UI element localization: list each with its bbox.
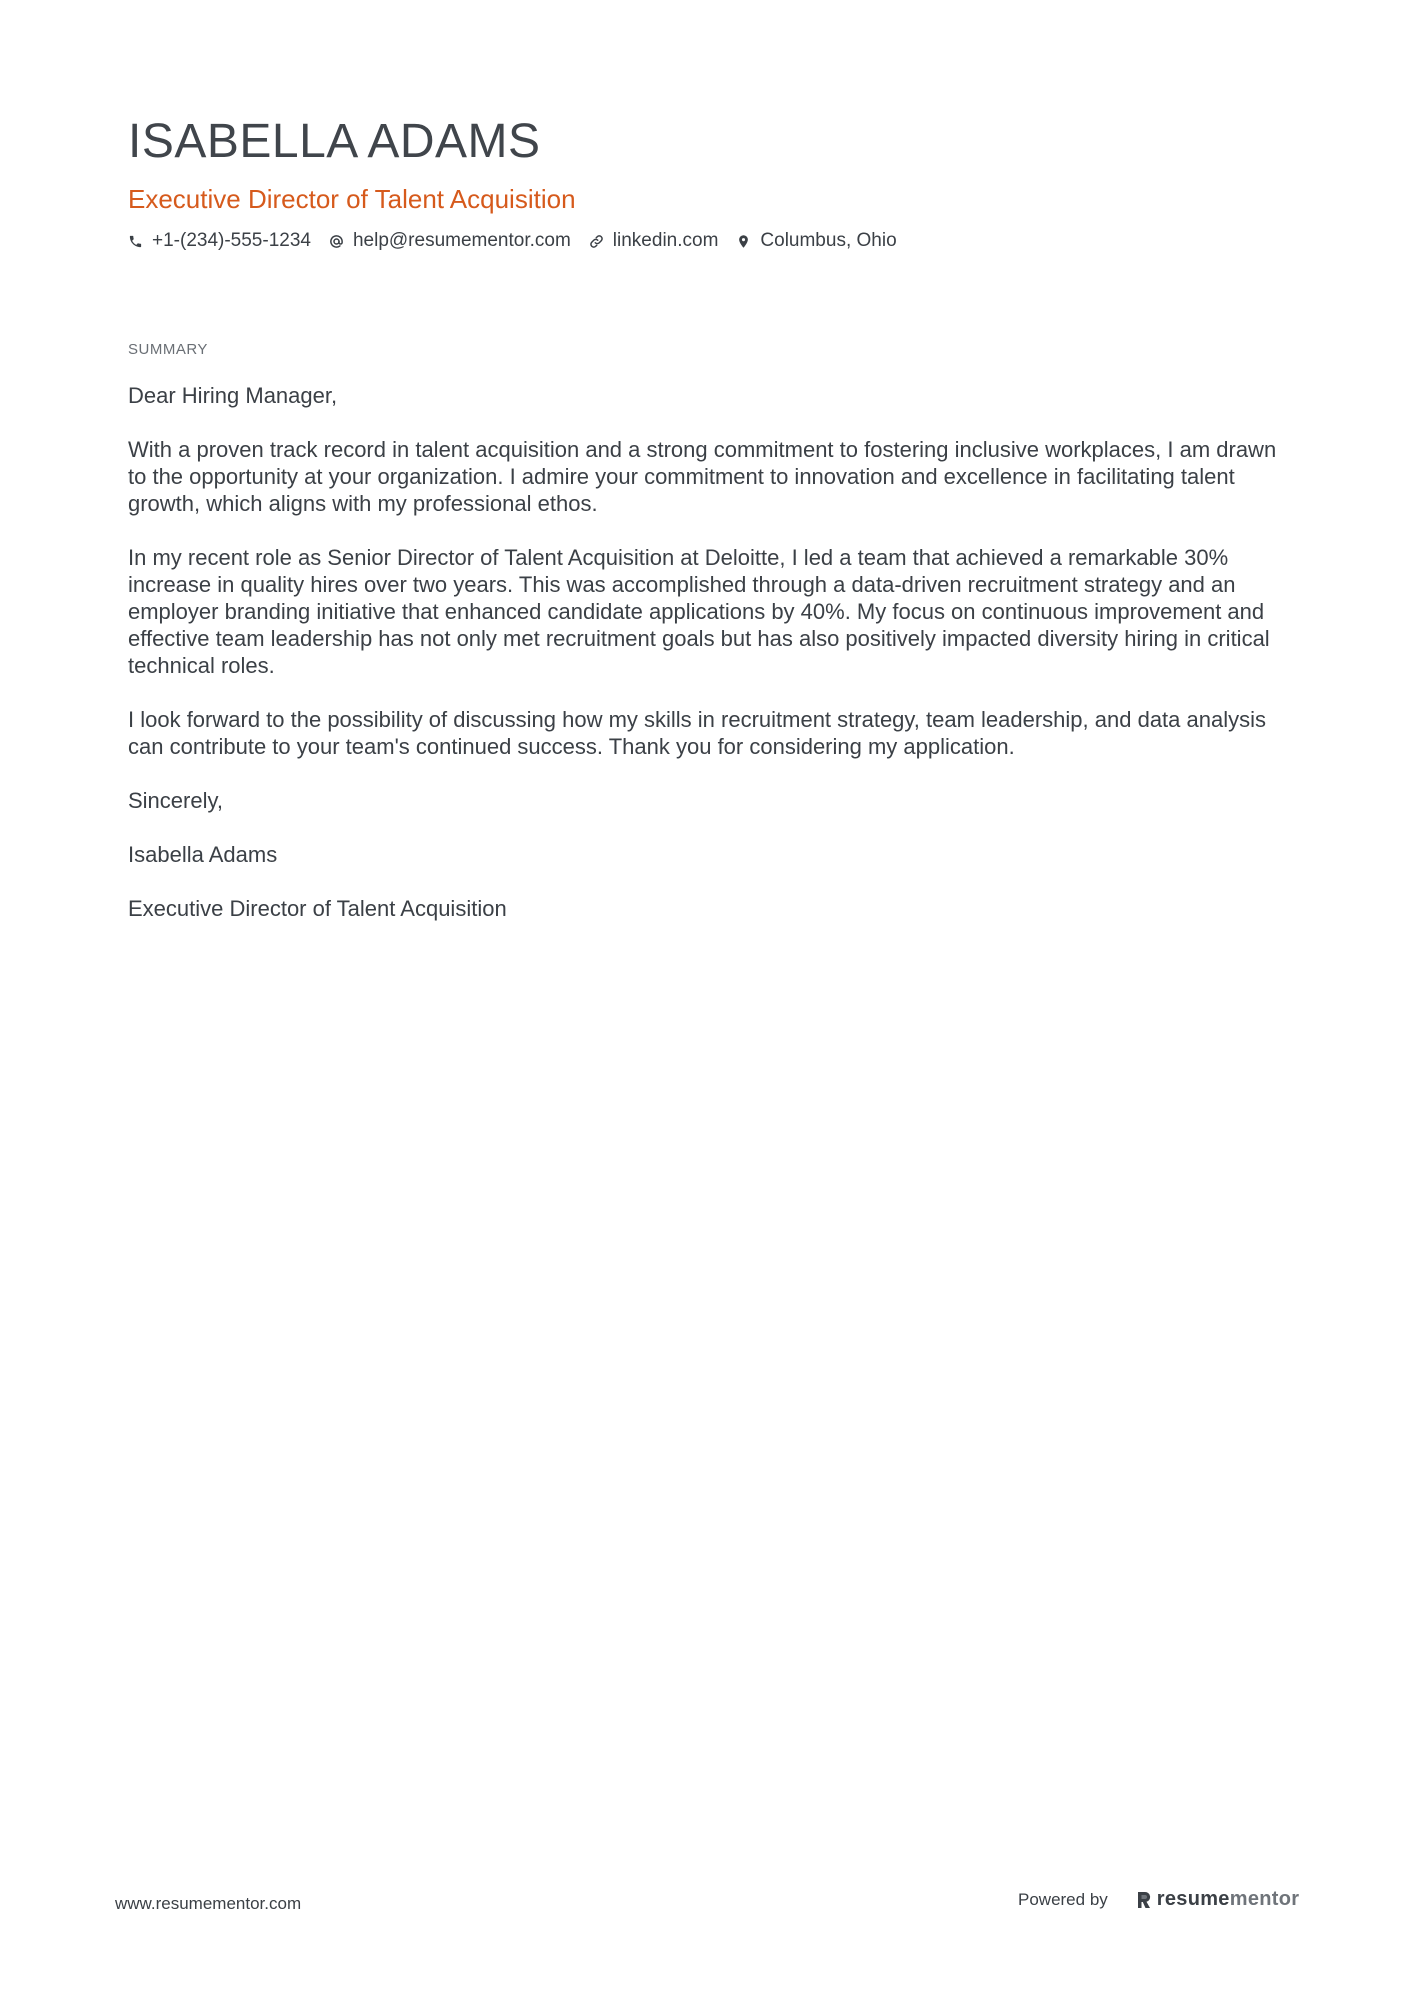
contact-row [128,228,1288,254]
brand-word-mentor: mentor [1229,1888,1300,1910]
at-icon [329,234,344,249]
contact-email[interactable] [329,228,571,254]
email-text[interactable]: help@resumementor.com [352,230,571,251]
letter-paragraph: In my recent role as Senior Director of Talent Acquisition at Deloitte, I led a team that achieved a remarkable 30% increase in quality hires over two years. This was accomplished through a data-driven recruitment strategy and an employer branding initiative that enhanced candidate applications by 40%. My focus on continuous improvement and effective team leadership has not only met recruitment goals but has also positively impacted diversity hiring in critical technical roles. [128,545,1270,678]
contact-website[interactable] [589,228,719,254]
candidate-name: ISABELLA ADAMS [128,115,541,168]
location-text: Columbus, Ohio [760,230,897,251]
footer-branding [1018,1888,1299,1911]
link-icon [589,234,604,249]
phone-icon [128,234,143,249]
salutation: Dear Hiring Manager, [128,383,338,408]
phone-text: +1-(234)-555-1234 [152,230,311,251]
contact-phone [128,228,311,254]
section-heading: SUMMARY [128,341,208,358]
summary-section [128,340,1288,949]
signature-name: Isabella Adams [128,842,278,867]
header [128,112,1288,254]
brand-word-resume: resume [1156,1888,1230,1910]
signature-title: Executive Director of Talent Acquisition [128,896,507,921]
letter-paragraph: I look forward to the possibility of discussing how my skills in recruitment strategy, team leadership, and data analysis can contribute to your team's continued success. Thank you for considering my application. [128,707,1266,759]
resumementor-logo-icon [1136,1890,1152,1910]
brand-logo[interactable] [1136,1888,1300,1911]
contact-location [736,228,896,254]
footer-url[interactable]: www.resumementor.com [115,1894,302,1913]
powered-by-text: Powered by [1018,1889,1108,1909]
map-pin-icon [736,234,751,249]
website-text[interactable]: linkedin.com [612,230,719,251]
candidate-title: Executive Director of Talent Acquisition [128,184,576,214]
letter-paragraph: With a proven track record in talent acquisition and a strong commitment to fostering inclusive workplaces, I am drawn to the opportunity at your organization. I admire your commitment to innovation and excellence in facilitating talent growth, which aligns with my professional ethos. [128,437,1277,516]
closing: Sincerely, [128,788,223,813]
